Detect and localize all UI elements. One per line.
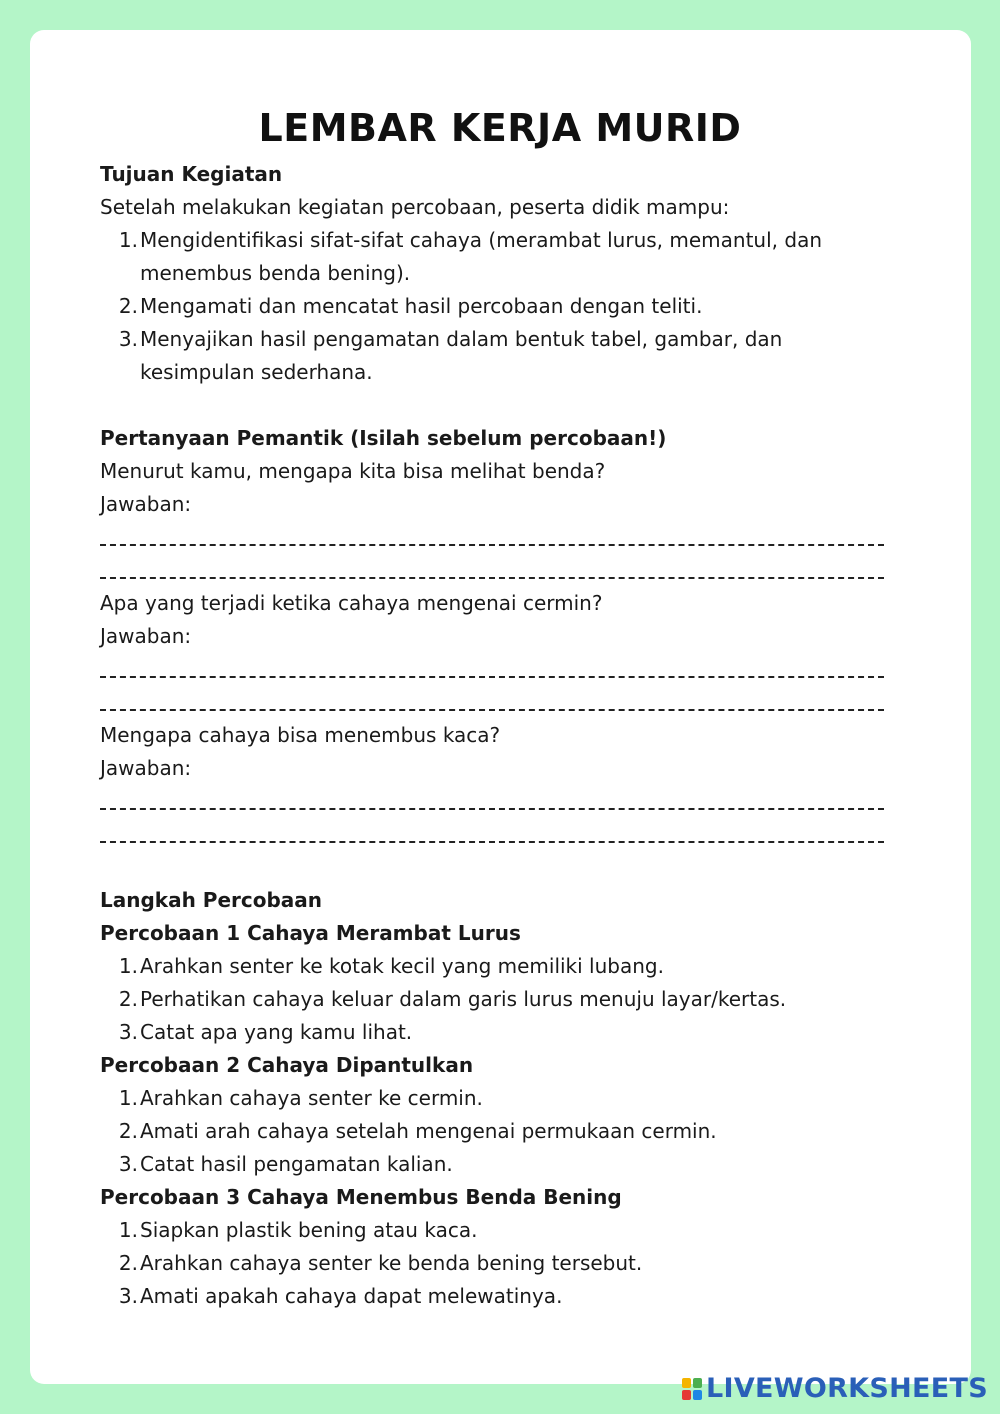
logo-square-icon: [693, 1390, 702, 1400]
logo-square-icon: [693, 1378, 702, 1388]
brand-name: LIVEWORKSHEETS: [705, 1373, 988, 1404]
spacer: [100, 389, 900, 422]
list-text: Mengidentifikasi sifat-sifat cahaya (merambat lurus, memantul, dan menembus benda bening).: [140, 228, 823, 285]
page-title: LEMBAR KERJA MURID: [258, 106, 742, 150]
list-item: [100, 323, 900, 389]
list-text: Arahkan cahaya senter ke cermin.: [140, 1086, 483, 1110]
answer-line-1a[interactable]: [100, 521, 884, 554]
list-text: Catat hasil pengamatan kalian.: [140, 1152, 453, 1176]
list-item: [100, 1214, 900, 1247]
list-number: 2.: [118, 1251, 138, 1275]
list-text: Arahkan senter ke kotak kecil yang memiliki lubang.: [140, 954, 664, 978]
question-3: Mengapa cahaya bisa menembus kaca?: [100, 723, 501, 747]
logo-square-icon: [682, 1378, 691, 1388]
list-text: Catat apa yang kamu lihat.: [140, 1020, 413, 1044]
list-number: 1.: [118, 1218, 138, 1242]
list-item: [100, 1280, 900, 1313]
list-number: 1.: [118, 228, 138, 252]
tujuan-intro: Setelah melakukan kegiatan percobaan, peserta didik mampu:: [100, 195, 730, 219]
langkah-heading: Langkah Percobaan: [100, 888, 323, 912]
list-item: [100, 290, 900, 323]
list-number: 3.: [118, 327, 138, 351]
list-text: Arahkan cahaya senter ke benda bening tersebut.: [140, 1251, 643, 1275]
list-text: Menyajikan hasil pengamatan dalam bentuk tabel, gambar, dan kesimpulan sederhana.: [140, 327, 783, 384]
list-text: Siapkan plastik bening atau kaca.: [140, 1218, 478, 1242]
experiment-2-steps: [100, 1082, 900, 1181]
list-item: [100, 950, 900, 983]
list-item: [100, 1115, 900, 1148]
question-2: Apa yang terjadi ketika cahaya mengenai cermin?: [100, 591, 603, 615]
list-number: 1.: [118, 1086, 138, 1110]
spacer: [100, 851, 900, 884]
experiment-1-title: Percobaan 1 Cahaya Merambat Lurus: [100, 921, 521, 945]
answer-line-2b[interactable]: [100, 686, 884, 719]
list-text: Mengamati dan mencatat hasil percobaan dengan teliti.: [140, 294, 703, 318]
tujuan-list: [100, 224, 900, 389]
logo-square-icon: [682, 1390, 691, 1400]
list-item: [100, 1082, 900, 1115]
answer-label: Jawaban:: [100, 492, 192, 516]
list-item: [100, 1016, 900, 1049]
answer-label: Jawaban:: [100, 624, 192, 648]
experiment-3-title: Percobaan 3 Cahaya Menembus Benda Bening: [100, 1185, 622, 1209]
list-text: Amati apakah cahaya dapat melewatinya.: [140, 1284, 563, 1308]
list-text: Perhatikan cahaya keluar dalam garis lurus menuju layar/kertas.: [140, 987, 787, 1011]
answer-line-2a[interactable]: [100, 653, 884, 686]
list-number: 3.: [118, 1284, 138, 1308]
list-text: Amati arah cahaya setelah mengenai permukaan cermin.: [140, 1119, 717, 1143]
list-number: 1.: [118, 954, 138, 978]
question-1: Menurut kamu, mengapa kita bisa melihat benda?: [100, 459, 606, 483]
experiment-3-steps: [100, 1214, 900, 1313]
pemantik-heading: Pertanyaan Pemantik (Isilah sebelum percobaan!): [100, 426, 667, 450]
list-item: [100, 983, 900, 1016]
worksheet-content: [100, 100, 900, 1313]
list-item: [100, 224, 900, 290]
list-item: [100, 1247, 900, 1280]
answer-line-3a[interactable]: [100, 785, 884, 818]
experiment-2-title: Percobaan 2 Cahaya Dipantulkan: [100, 1053, 474, 1077]
list-number: 3.: [118, 1020, 138, 1044]
list-number: 3.: [118, 1152, 138, 1176]
answer-line-1b[interactable]: [100, 554, 884, 587]
list-number: 2.: [118, 987, 138, 1011]
list-item: [100, 1148, 900, 1181]
tujuan-heading: Tujuan Kegiatan: [100, 162, 283, 186]
list-number: 2.: [118, 1119, 138, 1143]
answer-label: Jawaban:: [100, 756, 192, 780]
list-number: 2.: [118, 294, 138, 318]
liveworksheets-logo-icon: [682, 1378, 702, 1400]
experiment-1-steps: [100, 950, 900, 1049]
answer-line-3b[interactable]: [100, 818, 884, 851]
liveworksheets-brand[interactable]: [682, 1373, 988, 1404]
